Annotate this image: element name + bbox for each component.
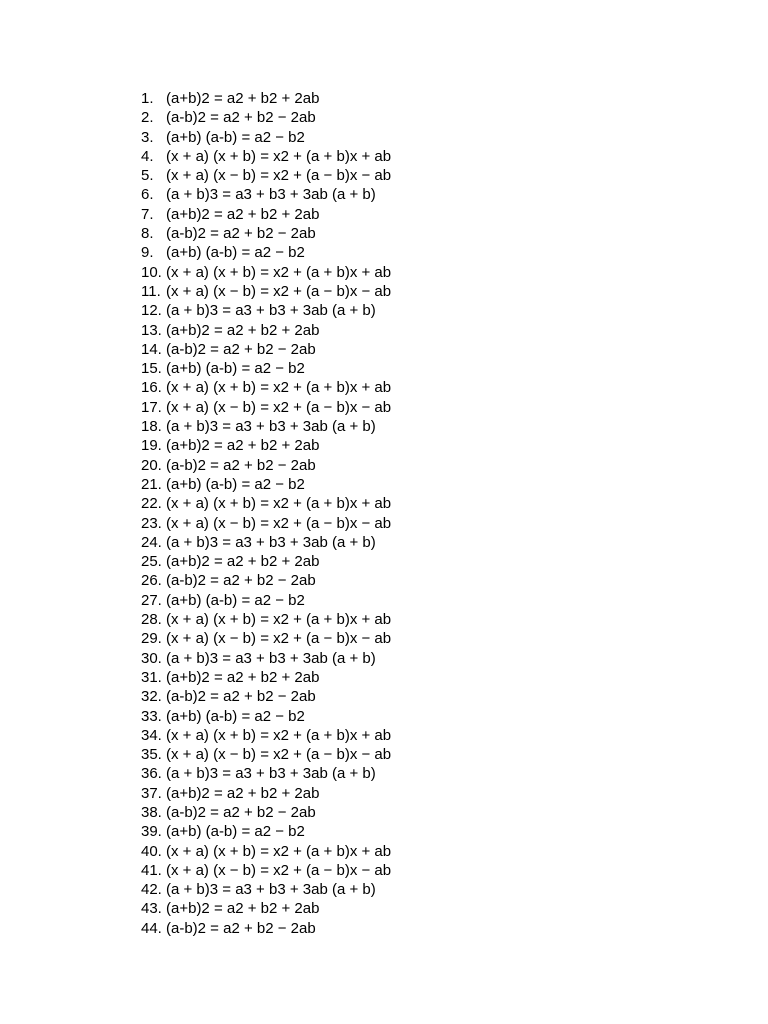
formula-item [141,128,391,147]
formula-item [141,263,391,282]
formula-number: 3. [141,128,154,146]
formula-item [141,764,391,783]
formula-number: 39. [141,823,162,841]
formula-text: (x + a) (x − b) = x2 + (a − b)x − ab [166,746,392,764]
formula-item [141,243,391,262]
formula-number: 27. [141,591,162,609]
formula-number: 22. [141,495,162,513]
formula-text: (a+b)2 = a2 + b2 + 2ab [166,437,320,455]
formula-text: (a+b)2 = a2 + b2 + 2ab [166,900,320,918]
formula-number: 24. [141,533,162,551]
formula-text: (x + a) (x + b) = x2 + (a + b)x + ab [166,379,392,397]
formula-number: 2. [141,109,154,127]
formula-item [141,707,391,726]
formula-text: (a+b)2 = a2 + b2 + 2ab [166,784,320,802]
formula-text: (a-b)2 = a2 + b2 − 2ab [166,572,316,590]
formula-item [141,282,391,301]
formula-item [141,359,391,378]
formula-text: (x + a) (x + b) = x2 + (a + b)x + ab [166,726,392,744]
formula-item [141,494,391,513]
formula-item [141,571,391,590]
formula-number: 31. [141,668,162,686]
formula-item [141,417,391,436]
formula-list [141,89,391,938]
formula-text: (a+b) (a-b) = a2 − b2 [166,244,305,262]
formula-number: 25. [141,553,162,571]
formula-item [141,456,391,475]
formula-item [141,784,391,803]
formula-number: 7. [141,205,154,223]
formula-number: 5. [141,167,154,185]
formula-number: 16. [141,379,162,397]
formula-number: 15. [141,360,162,378]
formula-text: (x + a) (x − b) = x2 + (a − b)x − ab [166,514,392,532]
formula-text: (a + b)3 = a3 + b3 + 3ab (a + b) [166,765,376,783]
formula-text: (a+b)2 = a2 + b2 + 2ab [166,321,320,339]
formula-number: 13. [141,321,162,339]
formula-item [141,514,391,533]
formula-item [141,861,391,880]
formula-number: 33. [141,707,162,725]
formula-number: 14. [141,340,162,358]
formula-number: 30. [141,649,162,667]
formula-number: 44. [141,919,162,937]
formula-item [141,726,391,745]
formula-item [141,668,391,687]
formula-number: 28. [141,611,162,629]
formula-item [141,629,391,648]
formula-item [141,591,391,610]
formula-item [141,880,391,899]
formula-item [141,147,391,166]
formula-text: (x + a) (x + b) = x2 + (a + b)x + ab [166,495,392,513]
formula-text: (a-b)2 = a2 + b2 − 2ab [166,803,316,821]
formula-number: 29. [141,630,162,648]
formula-number: 11. [141,282,161,300]
formula-number: 17. [141,398,162,416]
formula-item [141,687,391,706]
formula-number: 19. [141,437,162,455]
formula-number: 26. [141,572,162,590]
formula-item [141,533,391,552]
formula-item [141,340,391,359]
formula-text: (a-b)2 = a2 + b2 − 2ab [166,456,316,474]
formula-text: (a+b) (a-b) = a2 − b2 [166,475,305,493]
formula-number: 4. [141,147,154,165]
formula-number: 9. [141,244,154,262]
formula-item [141,899,391,918]
formula-item [141,205,391,224]
formula-number: 12. [141,302,162,320]
formula-item [141,842,391,861]
formula-number: 20. [141,456,162,474]
formula-text: (a+b)2 = a2 + b2 + 2ab [166,553,320,571]
formula-number: 34. [141,726,162,744]
formula-item [141,185,391,204]
formula-item [141,398,391,417]
formula-number: 10. [141,263,162,281]
formula-text: (x + a) (x − b) = x2 + (a − b)x − ab [166,282,392,300]
formula-text: (a+b) (a-b) = a2 − b2 [166,823,305,841]
formula-text: (a+b)2 = a2 + b2 + 2ab [166,205,320,223]
formula-text: (a-b)2 = a2 + b2 − 2ab [166,109,316,127]
formula-text: (x + a) (x − b) = x2 + (a − b)x − ab [166,398,392,416]
formula-item [141,108,391,127]
formula-item [141,552,391,571]
formula-text: (a + b)3 = a3 + b3 + 3ab (a + b) [166,418,376,436]
formula-number: 32. [141,688,162,706]
formula-item [141,321,391,340]
formula-number: 41. [141,861,162,879]
formula-item [141,301,391,320]
formula-text: (x + a) (x + b) = x2 + (a + b)x + ab [166,842,392,860]
formula-number: 40. [141,842,162,860]
formula-item [141,822,391,841]
formula-number: 6. [141,186,154,204]
formula-text: (a-b)2 = a2 + b2 − 2ab [166,225,316,243]
formula-item [141,436,391,455]
formula-text: (a + b)3 = a3 + b3 + 3ab (a + b) [166,302,376,320]
formula-text: (a + b)3 = a3 + b3 + 3ab (a + b) [166,533,376,551]
formula-item [141,649,391,668]
formula-item [141,89,391,108]
formula-text: (a-b)2 = a2 + b2 − 2ab [166,919,316,937]
formula-text: (x + a) (x + b) = x2 + (a + b)x + ab [166,263,392,281]
formula-text: (a+b) (a-b) = a2 − b2 [166,360,305,378]
formula-item [141,224,391,243]
formula-number: 21. [141,475,162,493]
formula-item [141,475,391,494]
formula-number: 18. [141,418,162,436]
formula-text: (a+b) (a-b) = a2 − b2 [166,128,305,146]
formula-text: (x + a) (x + b) = x2 + (a + b)x + ab [166,147,392,165]
formula-text: (a + b)3 = a3 + b3 + 3ab (a + b) [166,649,376,667]
formula-number: 42. [141,881,162,899]
formula-item [141,919,391,938]
formula-number: 37. [141,784,162,802]
formula-item [141,610,391,629]
formula-text: (x + a) (x − b) = x2 + (a − b)x − ab [166,861,392,879]
formula-item [141,745,391,764]
formula-item [141,803,391,822]
formula-text: (a-b)2 = a2 + b2 − 2ab [166,340,316,358]
formula-number: 35. [141,746,162,764]
formula-number: 36. [141,765,162,783]
formula-number: 1. [141,90,154,107]
formula-text: (a+b)2 = a2 + b2 + 2ab [166,668,320,686]
formula-text: (x + a) (x + b) = x2 + (a + b)x + ab [166,611,392,629]
formula-text: (a+b)2 = a2 + b2 + 2ab [166,90,320,107]
formula-text: (a + b)3 = a3 + b3 + 3ab (a + b) [166,186,376,204]
formula-text: (a + b)3 = a3 + b3 + 3ab (a + b) [166,881,376,899]
formula-text: (x + a) (x − b) = x2 + (a − b)x − ab [166,630,392,648]
formula-text: (a+b) (a-b) = a2 − b2 [166,591,305,609]
formula-number: 38. [141,803,162,821]
formula-item [141,166,391,185]
formula-number: 43. [141,900,162,918]
formula-text: (x + a) (x − b) = x2 + (a − b)x − ab [166,167,392,185]
formula-item [141,378,391,397]
formula-number: 23. [141,514,162,532]
formula-text: (a+b) (a-b) = a2 − b2 [166,707,305,725]
formula-text: (a-b)2 = a2 + b2 − 2ab [166,688,316,706]
formula-number: 8. [141,225,154,243]
